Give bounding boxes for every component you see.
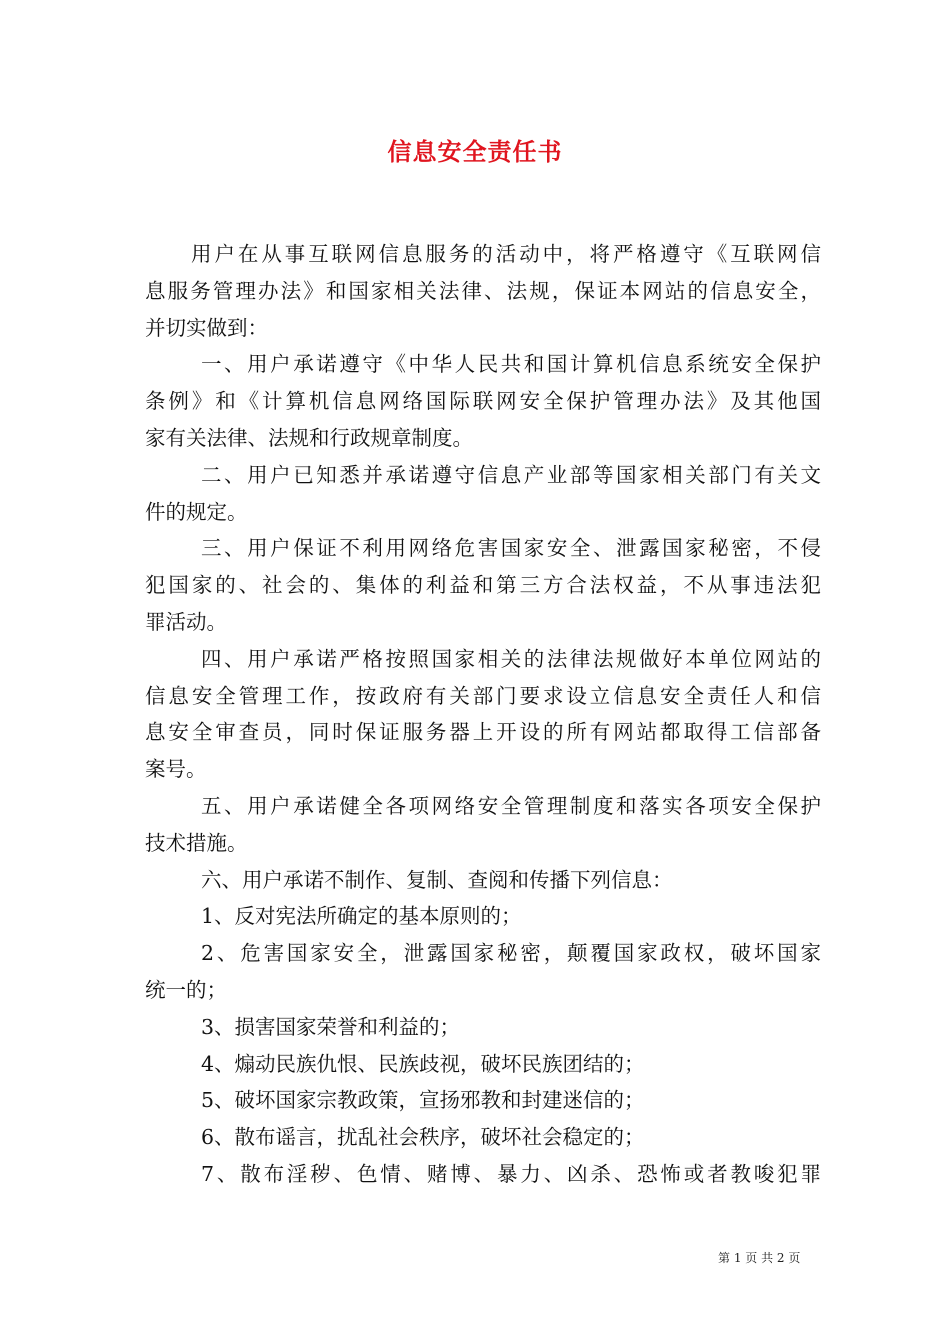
text-line: 五、用户承诺健全各项网络安全管理制度和落实各项安全保护 (201, 793, 821, 818)
text-line: 一、用户承诺遵守《中华人民共和国计算机信息系统安全保护 (201, 352, 821, 377)
text-line: 6、散布谣言，扰乱社会秩序，破坏社会稳定的； (201, 1125, 645, 1150)
text-line: 1、反对宪法所确定的基本原则的； (201, 904, 522, 929)
text-line: 信息安全管理工作，按政府有关部门要求设立信息安全责任人和信 (145, 683, 821, 708)
text-line: 用户在从事互联网信息服务的活动中，将严格遵守《互联网信 (191, 242, 821, 266)
text-line: 三、用户保证不利用网络危害国家安全、泄露国家秘密，不侵 (201, 536, 821, 561)
text-line: 5、破坏国家宗教政策，宣扬邪教和封建迷信的； (201, 1088, 645, 1113)
text-line: 犯国家的、社会的、集体的利益和第三方合法权益，不从事违法犯 (145, 573, 821, 598)
document-title: 信息安全责任书 (387, 137, 563, 166)
text-line: 统一的； (145, 977, 227, 1002)
text-line: 3、损害国家荣誉和利益的； (201, 1014, 461, 1039)
page-number: 第 1 页 共 2 页 (718, 1251, 801, 1265)
text-line: 家有关法律、法规和行政规章制度。 (145, 425, 473, 450)
text-line: 7、散布淫秽、色情、赌博、暴力、凶杀、恐怖或者教唆犯罪 (201, 1161, 821, 1186)
document-body (145, 236, 821, 1193)
text-line: 六、用户承诺不制作、复制、查阅和传播下列信息： (201, 867, 673, 892)
text-line: 四、用户承诺严格按照国家相关的法律法规做好本单位网站的 (201, 646, 821, 671)
text-line: 二、用户已知悉并承诺遵守信息产业部等国家相关部门有关文 (201, 462, 821, 487)
text-line: 件的规定。 (145, 499, 248, 524)
text-line: 罪活动。 (145, 609, 227, 634)
text-line: 2、危害国家安全，泄露国家秘密，颠覆国家政权，破坏国家 (201, 941, 821, 966)
text-line: 条例》和《计算机信息网络国际联网安全保护管理办法》及其他国 (145, 389, 821, 414)
text-line: 4、煽动民族仇恨、民族歧视，破坏民族团结的； (201, 1051, 645, 1076)
text-line: 技术措施。 (145, 830, 248, 855)
text-line: 并切实做到： (145, 315, 268, 340)
text-line: 案号。 (145, 757, 207, 782)
text-line: 息安全审查员，同时保证服务器上开设的所有网站都取得工信部备 (145, 720, 821, 745)
text-line: 息服务管理办法》和国家相关法律、法规，保证本网站的信息安全， (145, 278, 821, 303)
